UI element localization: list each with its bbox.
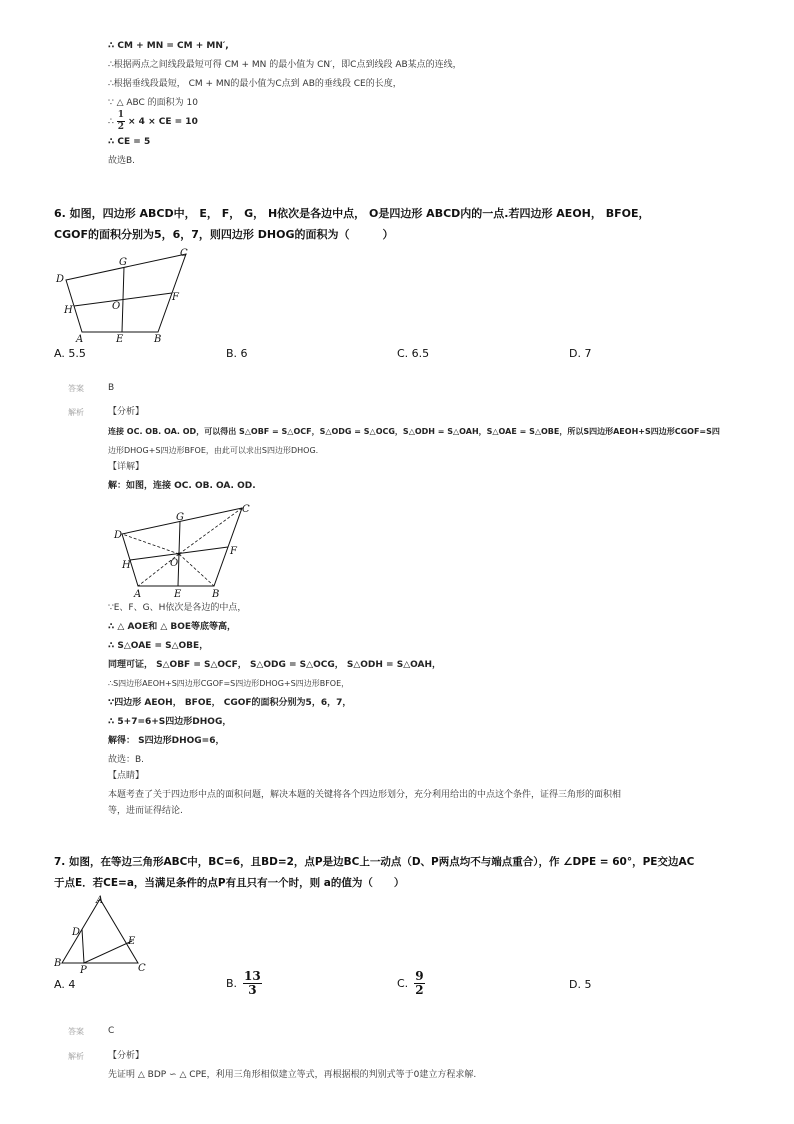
solution-fraction-line (108, 110, 198, 133)
q6-analysis-line-9: 同理可证， S△OBF = S△OCF， S△ODG = S△OCG， S△ODH = S△OAH， (108, 660, 442, 670)
q6-label-B: B (154, 334, 162, 345)
q6d-label-O: O (170, 558, 179, 569)
q7-answer-label: 答案 (68, 1027, 84, 1036)
q7-option-c-fraction (414, 970, 424, 997)
q6-answer-value: B (108, 383, 115, 393)
solution-line-3: ∴根据垂线段最短， CM + MN的最小值为C点到 AB的垂线段 CE的长度， (108, 79, 402, 89)
q7-option-b-fraction (243, 970, 262, 997)
q6-analysis-line-12: ∴ 5+7=6+S四边形DHOG， (108, 717, 232, 727)
q6-label-H: H (64, 305, 73, 316)
fraction-denominator: 2 (117, 122, 124, 132)
q7-stem-line-2: 于点E．若CE=a，当满足条件的点P有且只有一个时，则 a的值为（ ） (54, 877, 405, 889)
q6-analysis-line-4: 【详解】 (108, 462, 145, 472)
q6-option-d[interactable]: D. 7 (569, 347, 592, 360)
q6d-label-B: B (212, 589, 220, 600)
solution-line-1: ∴ CM + MN = CM + MN′, (108, 41, 229, 51)
q7-option-c-numerator: 9 (415, 969, 424, 983)
q7-option-b-numerator: 13 (244, 969, 261, 983)
q6-option-c[interactable]: C. 6.5 (397, 347, 430, 360)
q6-label-F: F (172, 292, 179, 303)
q7-option-c-label: C. (397, 977, 409, 990)
q6-label-C: C (180, 248, 188, 259)
q6-label-D: D (56, 274, 65, 285)
q7-label-D: D (72, 927, 81, 938)
solution-line-6: ∴ CE = 5 (108, 137, 151, 147)
q7-option-c[interactable] (397, 970, 425, 997)
q7-option-b-denominator: 3 (248, 983, 257, 997)
q6-analysis-line-1: 【分析】 (108, 407, 145, 417)
q6-analysis-line-3: 边形DHOG+S四边形BFOE，由此可以求出S四边形DHOG. (108, 446, 319, 455)
q6-stem-line-1: 6. 如图，四边形 ABCD中， E， F， G， H依次是各边中点， O是四边形 ABCD内的一点.若四边形 AEOH， BFOE， (54, 207, 650, 220)
q6-analysis-line-6: ∵E、F、G、H依次是各边的中点， (108, 603, 247, 613)
q7-stem-line-1: 7. 如图，在等边三角形ABC中，BC=6，且BD=2，点P是边BC上一动点（D、P两点均不与端点重合），作 ∠DPE = 60°，PE交边AC (54, 856, 695, 868)
q6-label-G: G (119, 257, 127, 268)
fraction-numerator: 1 (117, 110, 124, 120)
q6-analysis-line-7: ∴ △ AOE和 △ BOE等底等高， (108, 622, 237, 632)
q6-analysis-line-8: ∴ S△OAE = S△OBE， (108, 641, 209, 651)
q6-analysis-line-11: ∵四边形 AEOH， BFOE， CGOF的面积分别为5，6，7， (108, 698, 352, 708)
q7-analysis-label: 解析 (68, 1052, 84, 1061)
q6-analysis-line-13: 解得： S四边形DHOG=6， (108, 736, 225, 746)
q6-label-A: A (76, 334, 84, 345)
solution-line-4: ∵ △ ABC 的面积为 10 (108, 98, 199, 108)
q6-answer-label: 答案 (68, 384, 84, 393)
q6d-label-D: D (114, 530, 123, 541)
solution-line-5: × 4 × CE = 10 (128, 116, 198, 127)
solution-line-2: ∴根据两点之间线段最短可得 CM + MN 的最小值为 CN′，即C点到线段 AB某点的连线， (108, 60, 462, 70)
q7-label-C: C (138, 963, 146, 974)
q6-analysis-line-14: 故选：B. (108, 755, 145, 765)
q7-option-d[interactable]: D. 5 (569, 978, 592, 991)
q7-option-a[interactable]: A. 4 (54, 978, 76, 991)
q7-label-A: A (96, 895, 104, 906)
q6d-label-A: A (134, 589, 142, 600)
q6-option-a[interactable]: A. 5.5 (54, 347, 86, 360)
q6-analysis-line-2: 连接 OC. OB. OA. OD，可以得出 S△OBF = S△OCF，S△ODG = S△OCG，S△ODH = S△OAH，S△OAE = S△OBE，所以S四边形AEOH+S四边形CGOF=S四 (108, 427, 720, 436)
q6-option-b[interactable]: B. 6 (226, 347, 248, 360)
q6-figure (54, 246, 204, 346)
q6d-label-C: C (242, 504, 250, 515)
q6-label-O: O (112, 301, 121, 312)
q7-label-P: P (80, 965, 87, 975)
q7-figure (54, 893, 154, 975)
q6-analysis-line-10: ∴S四边形AEOH+S四边形CGOF=S四边形DHOG+S四边形BFOE， (108, 679, 350, 688)
q7-option-b-label: B. (226, 977, 238, 990)
q6-label-E: E (116, 334, 124, 345)
q6-analysis-line-5: 解：如图，连接 OC. OB. OA. OD. (108, 481, 256, 491)
q6d-label-F: F (230, 546, 237, 557)
q7-label-E: E (128, 936, 136, 947)
q7-analysis-line-1: 【分析】 (108, 1051, 145, 1061)
q6-detail-figure (110, 500, 260, 600)
q7-label-B: B (54, 958, 62, 969)
q6-analysis-line-15: 【点睛】 (108, 771, 145, 781)
q6d-label-G: G (176, 512, 184, 523)
q7-analysis-line-2: 先证明 △ BDP ∽ △ CPE，利用三角形相似建立等式，再根据根的判别式等于0建立方程求解. (108, 1070, 477, 1080)
q7-answer-value: C (108, 1026, 115, 1036)
solution-line-7: 故选B. (108, 156, 136, 166)
q6d-label-E: E (174, 589, 182, 600)
therefore-symbol: ∴ (108, 116, 114, 127)
q6-analysis-label: 解析 (68, 408, 84, 417)
q6-stem-line-2: CGOF的面积分别为5，6，7，则四边形 DHOG的面积为（ ） (54, 228, 394, 241)
q6-analysis-line-17: 等，进而证得结论. (108, 806, 183, 816)
q7-option-b[interactable] (226, 970, 262, 997)
q7-option-c-denominator: 2 (415, 983, 424, 997)
q6d-label-H: H (122, 560, 131, 571)
q6-analysis-line-16: 本题考查了关于四边形中点的面积问题，解决本题的关键将各个四边形划分，充分利用给出的中点这个条件，证得三角形的面积相 (108, 790, 622, 800)
half-fraction (117, 110, 125, 133)
